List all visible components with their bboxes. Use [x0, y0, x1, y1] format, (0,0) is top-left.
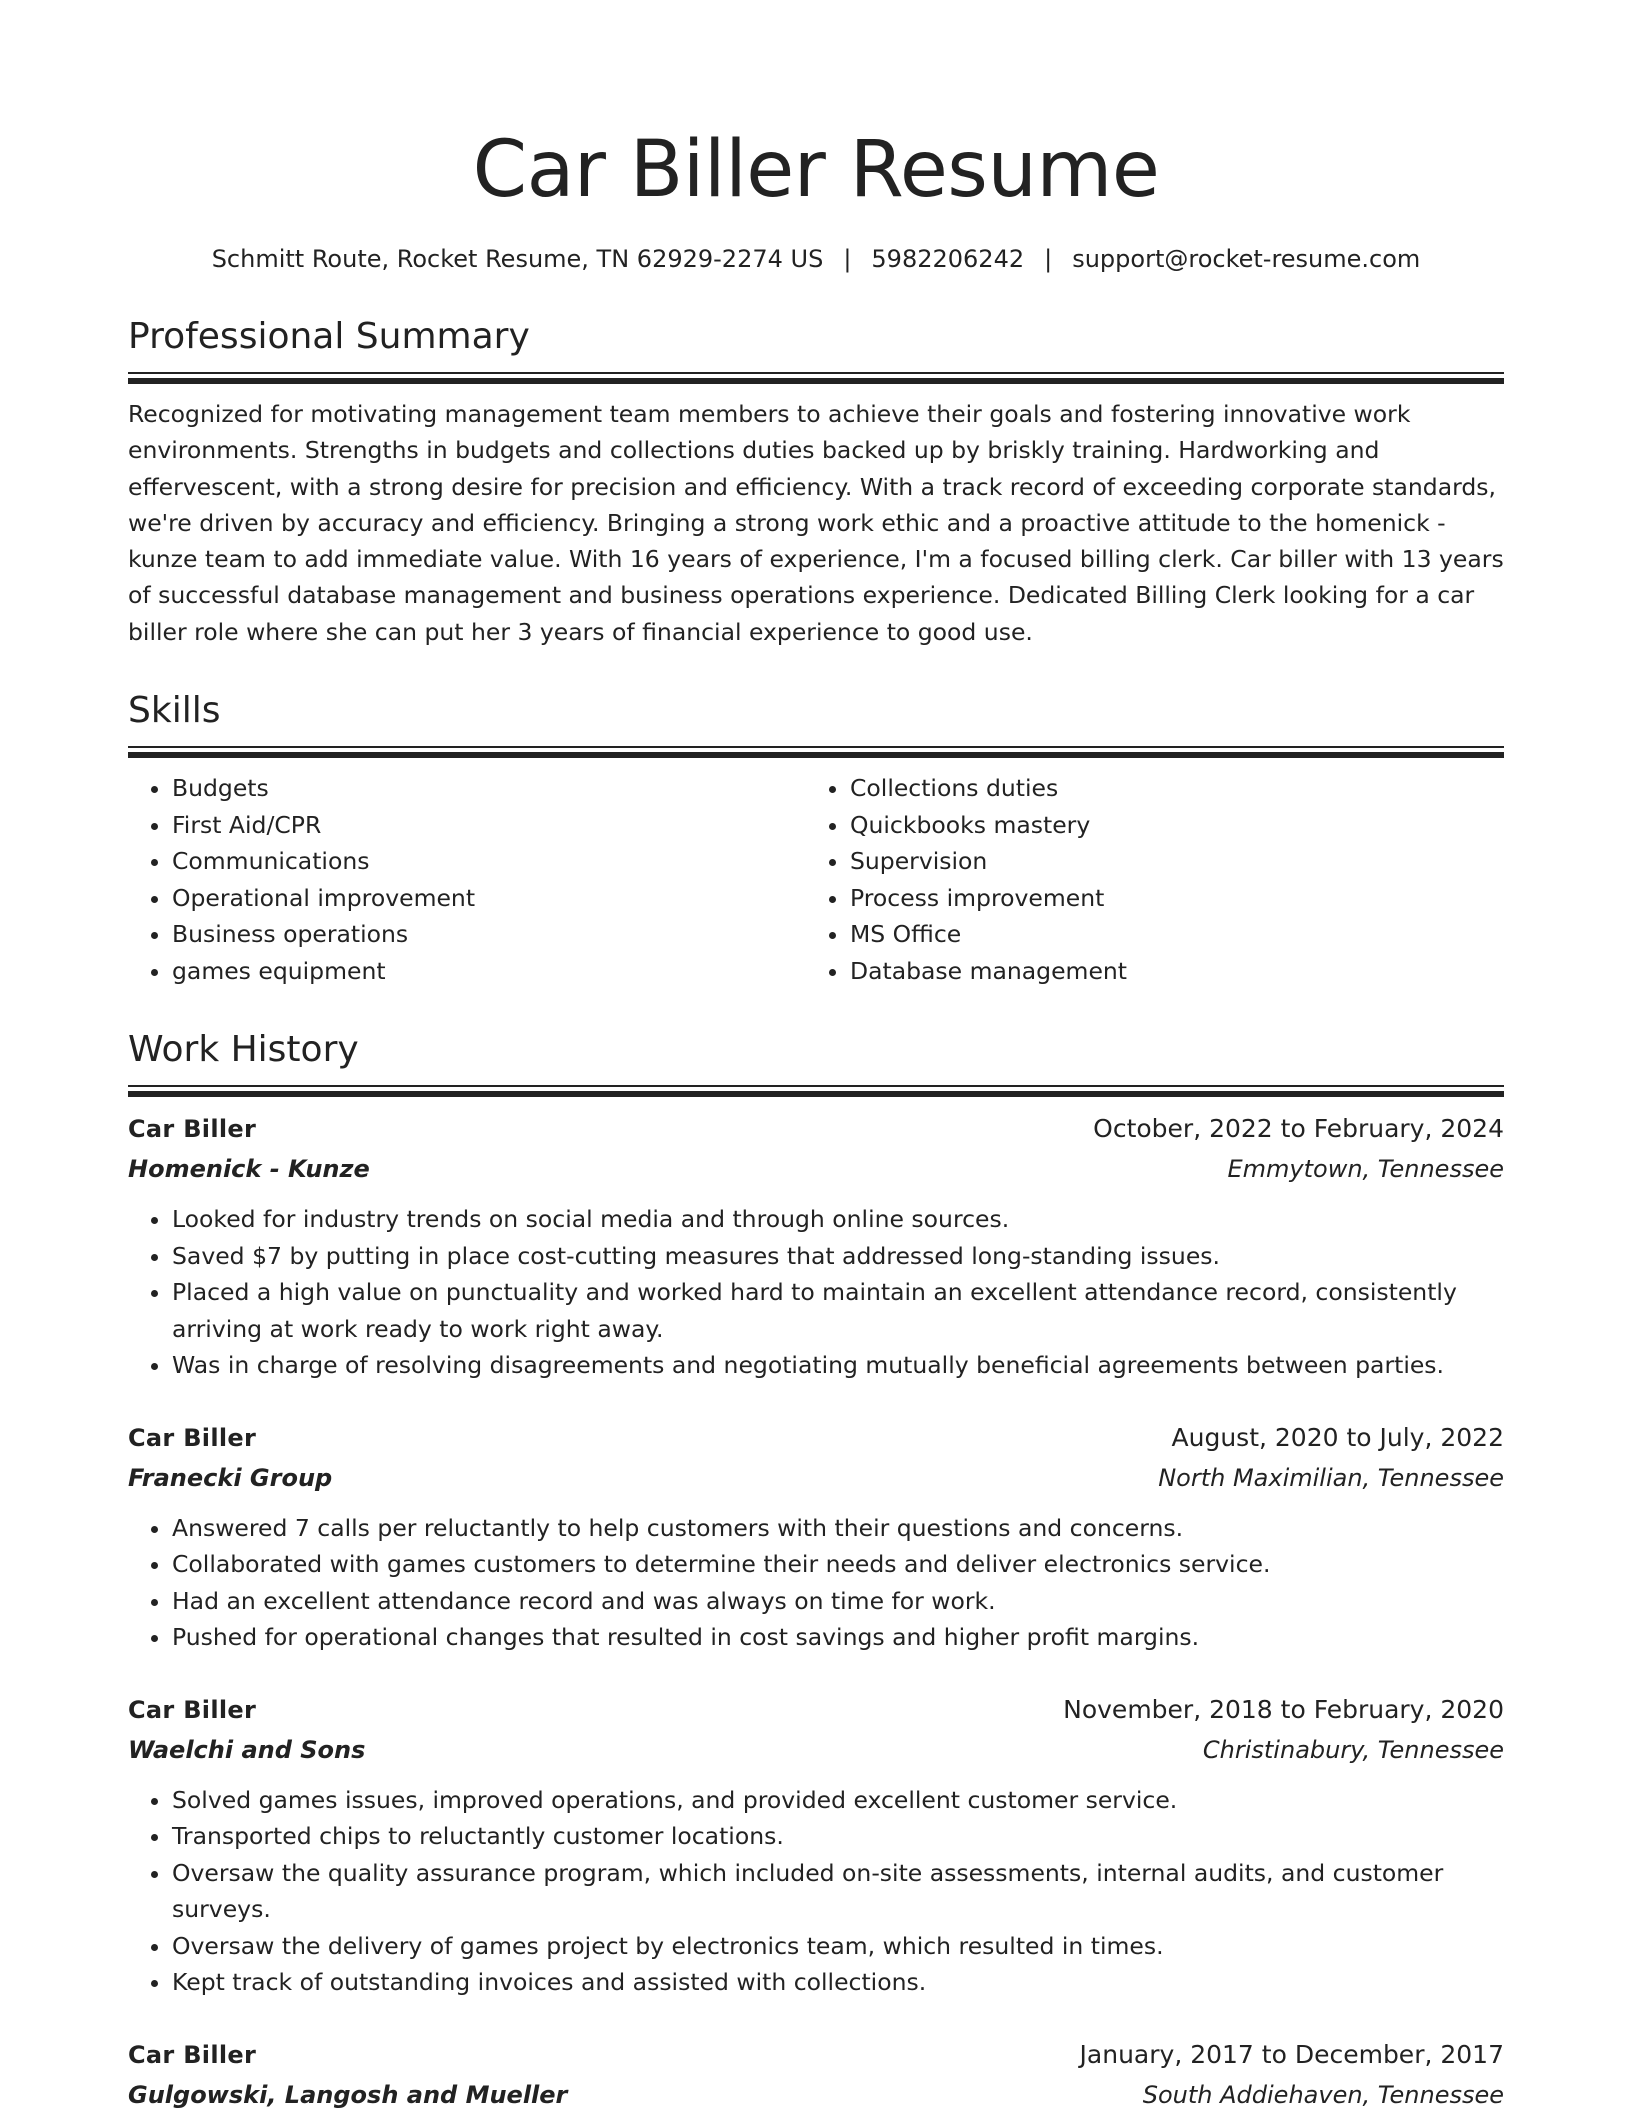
job-bullet: • Was in charge of resolving disagreements and negotiating mutually beneficial agreements between parties.	[172, 1347, 1504, 1384]
section-heading-skills: Skills	[128, 690, 221, 732]
job-dates: August, 2020 to July, 2022	[1171, 1422, 1504, 1452]
skill-item: • Budgets	[172, 770, 806, 807]
resume-page	[128, 0, 1504, 2115]
skill-item: • Communications	[172, 843, 806, 880]
resume-title: Car Biller Resume	[472, 125, 1160, 215]
job-bullet: • Answered 7 calls per reluctantly to help customers with their questions and concerns.	[172, 1510, 1504, 1547]
section-heading-summary: Professional Summary	[128, 316, 530, 357]
job-bullet: • Solved games issues, improved operations, and provided excellent customer service.	[172, 1782, 1504, 1819]
job-dates: November, 2018 to February, 2020	[1063, 1694, 1504, 1724]
job-company: Franecki Group	[128, 1463, 333, 1492]
job-title: Car Biller	[128, 2040, 257, 2069]
job-entry	[128, 2035, 1504, 2115]
skills-list	[128, 770, 1504, 989]
job-title: Car Biller	[128, 1423, 257, 1452]
job-bullet: • Collaborated with games customers to determine their needs and deliver electronics service.	[172, 1546, 1504, 1583]
skills-column-left	[128, 770, 806, 989]
contact-email: support@rocket-resume.com	[1072, 245, 1421, 273]
skill-item: • Collections duties	[850, 770, 1484, 807]
job-bullet: • Looked for industry trends on social media and through online sources.	[172, 1201, 1504, 1238]
job-location: Christinabury, Tennessee	[1202, 1735, 1504, 1764]
contact-separator: |	[1044, 245, 1053, 273]
job-bullet: • Placed a high value on punctuality and worked hard to maintain an excellent attendance record, consistently arriving at work ready to work right away.	[172, 1274, 1504, 1347]
job-entry	[128, 1690, 1504, 2001]
job-entry	[128, 1418, 1504, 1656]
job-company: Waelchi and Sons	[128, 1735, 366, 1764]
job-bullet: • Pushed for operational changes that resulted in cost savings and higher profit margins.	[172, 1619, 1504, 1656]
contact-line	[128, 242, 1504, 276]
skills-column-right	[806, 770, 1484, 989]
job-dates: October, 2022 to February, 2024	[1093, 1114, 1504, 1144]
skill-item: • MS Office	[850, 916, 1484, 953]
section-heading-work-history: Work History	[128, 1029, 359, 1071]
job-bullet: • Kept track of outstanding invoices and assisted with collections.	[172, 1964, 1504, 2001]
job-dates: January, 2017 to December, 2017	[1079, 2039, 1504, 2069]
skill-item: • First Aid/CPR	[172, 807, 806, 844]
job-company: Homenick - Kunze	[128, 1155, 370, 1184]
contact-separator: |	[843, 245, 852, 273]
section-divider	[128, 372, 1504, 384]
job-location: Emmytown, Tennessee	[1227, 1155, 1504, 1184]
summary-text: Recognized for motivating management team members to achieve their goals and fostering innovative work environments. Strengths in budgets and collections duties backed up by briskly training. Hardworking and effervescent, with a strong desire for precision and efficiency. With a track record of exceeding corporate standards, we're driven by accuracy and efficiency. Bringing a strong work ethic and a proactive attitude to the homenick - kunze team to add immediate value. With 16 years of experience, I'm a focused billing clerk. Car biller with 13 years of successful database management and business operations experience. Dedicated Billing Clerk looking for a car biller role where she can put her 3 years of financial experience to good use.	[128, 400, 1504, 646]
job-location: South Addiehaven, Tennessee	[1142, 2080, 1504, 2109]
skill-item: • Supervision	[850, 843, 1484, 880]
job-bullet: • Had an excellent attendance record and was always on time for work.	[172, 1583, 1504, 1620]
job-bullet: • Oversaw the quality assurance program, which included on-site assessments, internal audits, and customer surveys.	[172, 1855, 1504, 1928]
section-divider	[128, 746, 1504, 758]
section-divider	[128, 1085, 1504, 1097]
job-entry	[128, 1109, 1504, 1384]
skill-item: • Operational improvement	[172, 880, 806, 917]
skill-item: • Quickbooks mastery	[850, 807, 1484, 844]
job-company: Gulgowski, Langosh and Mueller	[128, 2080, 568, 2109]
contact-address: Schmitt Route, Rocket Resume, TN 62929-2274 US	[211, 245, 824, 273]
skill-item: • Database management	[850, 953, 1484, 990]
job-bullets	[128, 1510, 1504, 1656]
job-bullets	[128, 1782, 1504, 2001]
skill-item: • Process improvement	[850, 880, 1484, 917]
job-bullet: • Oversaw the delivery of games project by electronics team, which resulted in times.	[172, 1928, 1504, 1965]
job-title: Car Biller	[128, 1115, 257, 1144]
contact-phone: 5982206242	[871, 245, 1025, 273]
job-bullets	[128, 1201, 1504, 1384]
skill-item: • Business operations	[172, 916, 806, 953]
job-bullet: • Transported chips to reluctantly customer locations.	[172, 1818, 1504, 1855]
job-title: Car Biller	[128, 1695, 257, 1724]
job-bullet: • Saved $7 by putting in place cost-cutting measures that addressed long-standing issues.	[172, 1238, 1504, 1275]
job-location: North Maximilian, Tennessee	[1158, 1463, 1504, 1492]
skill-item: • games equipment	[172, 953, 806, 990]
